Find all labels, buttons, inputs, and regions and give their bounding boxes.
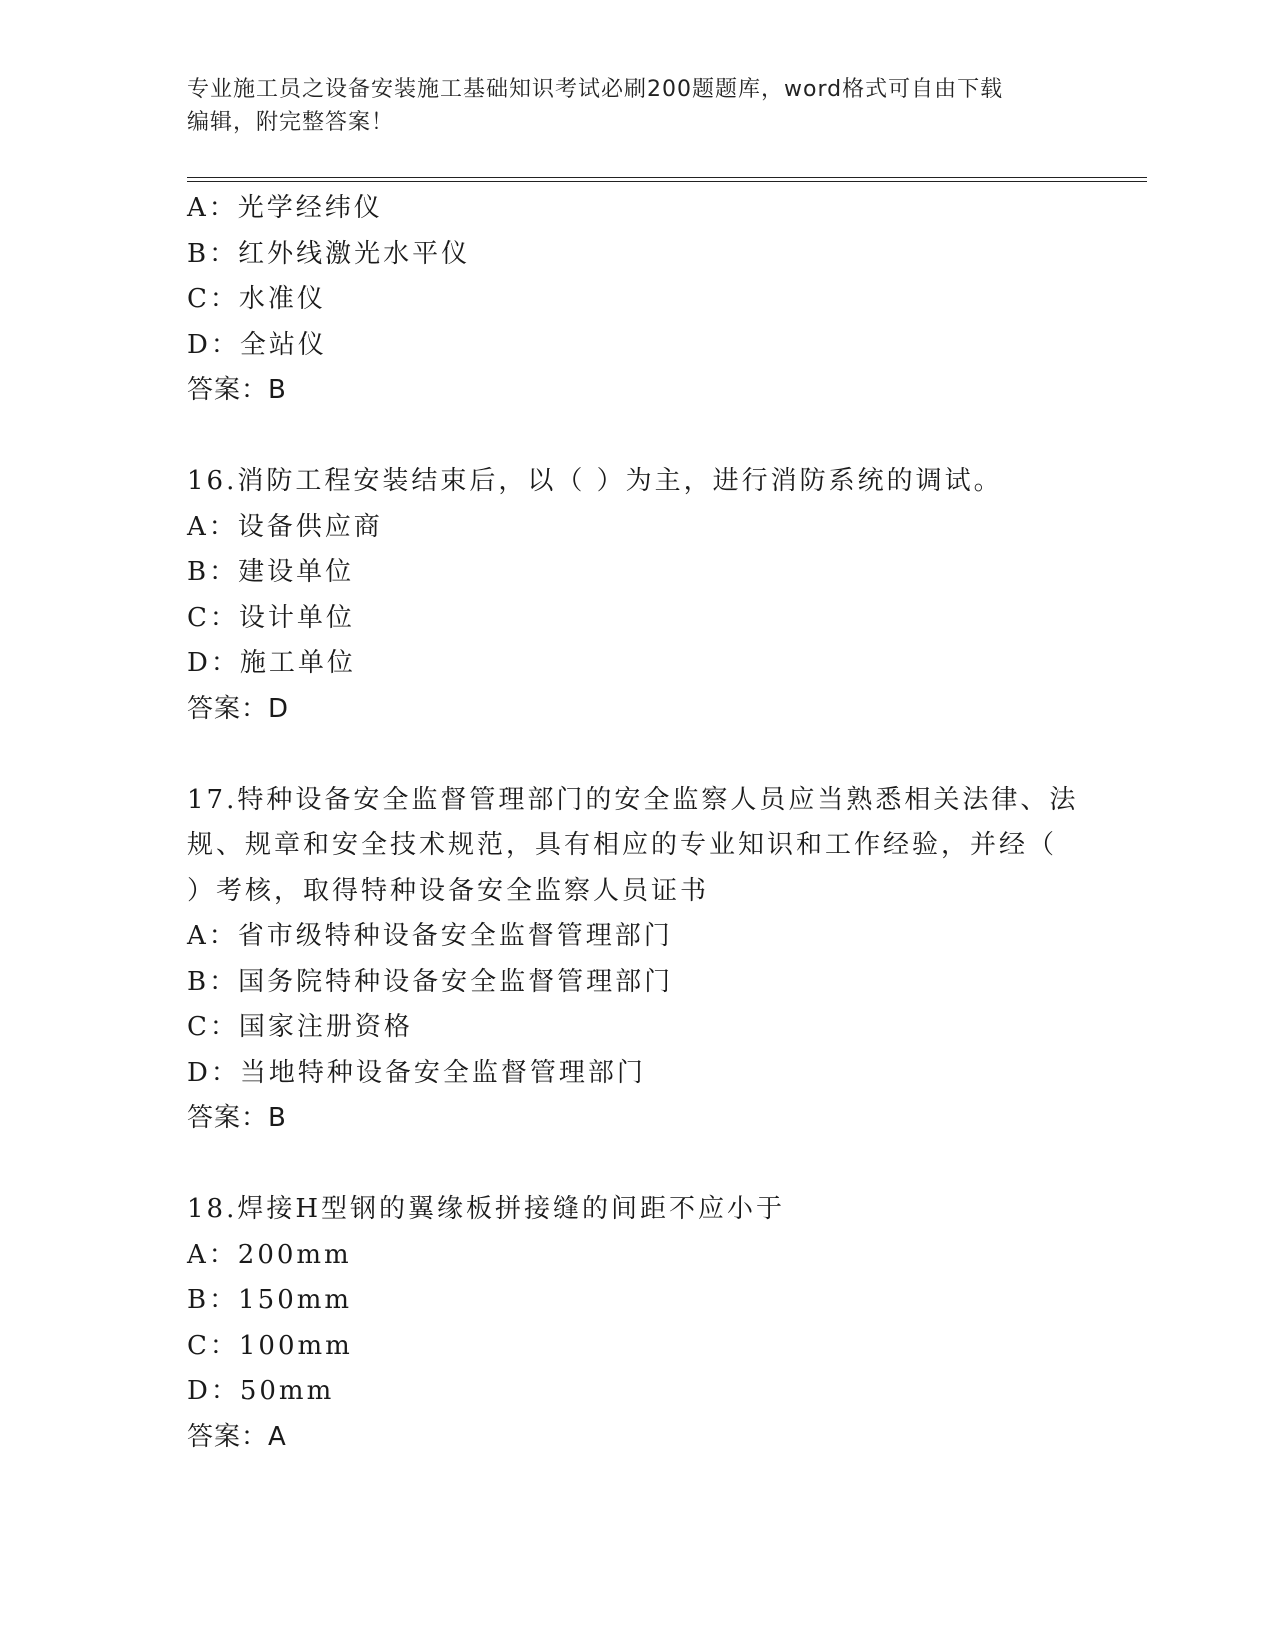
- answer: 答案：B: [187, 1103, 287, 1133]
- question-stem-line-3: ）考核，取得特种设备安全监察人员证书: [187, 875, 710, 906]
- spacer: [187, 732, 1147, 778]
- header-divider: [187, 177, 1147, 182]
- option-a: A：200mm: [187, 1239, 352, 1270]
- option-c: C：100mm: [187, 1330, 353, 1361]
- question-16: [187, 459, 1147, 732]
- spacer: [187, 414, 1147, 460]
- option-d: D：50mm: [187, 1376, 335, 1406]
- option-d: D：施工单位: [187, 648, 356, 678]
- option-b: B：150mm: [187, 1285, 353, 1315]
- question-stem: 16.消防工程安装结束后，以（ ）为主，进行消防系统的调试。: [187, 466, 1003, 496]
- option-c: C：水准仪: [187, 284, 326, 314]
- option-b: B：国务院特种设备安全监督管理部门: [187, 966, 674, 997]
- option-d: D：全站仪: [187, 329, 327, 360]
- header-title-line-1: 专业施工员之设备安装施工基础知识考试必刷200题题库，word格式可自由下载: [187, 77, 1004, 102]
- question-stem-line-1: 17.特种设备安全监督管理部门的安全监察人员应当熟悉相关法律、法: [187, 784, 1079, 815]
- answer: 答案：A: [187, 1421, 287, 1452]
- question-stem-line-2: 规、规章和安全技术规范，具有相应的专业知识和工作经验，并经（: [187, 830, 1058, 860]
- question-15: [187, 186, 1147, 414]
- option-b: B：红外线激光水平仪: [187, 238, 471, 269]
- option-a: A：设备供应商: [187, 511, 383, 542]
- document-header: [187, 73, 1067, 139]
- option-a: A：光学经纬仪: [187, 193, 383, 223]
- answer: 答案：B: [187, 375, 287, 405]
- option-d: D：当地特种设备安全监督管理部门: [187, 1057, 646, 1088]
- option-c: C：国家注册资格: [187, 1012, 413, 1042]
- question-18: [187, 1187, 1147, 1460]
- question-17: [187, 778, 1147, 1142]
- answer: 答案：D: [187, 693, 290, 724]
- option-a: A：省市级特种设备安全监督管理部门: [187, 921, 673, 951]
- spacer: [187, 1142, 1147, 1188]
- question-list: [187, 186, 1147, 1460]
- header-title-line-2: 编辑，附完整答案！: [187, 110, 395, 135]
- option-c: C：设计单位: [187, 602, 355, 633]
- option-b: B：建设单位: [187, 557, 355, 587]
- question-stem: 18.焊接H型钢的翼缘板拼接缝的间距不应小于: [187, 1194, 786, 1224]
